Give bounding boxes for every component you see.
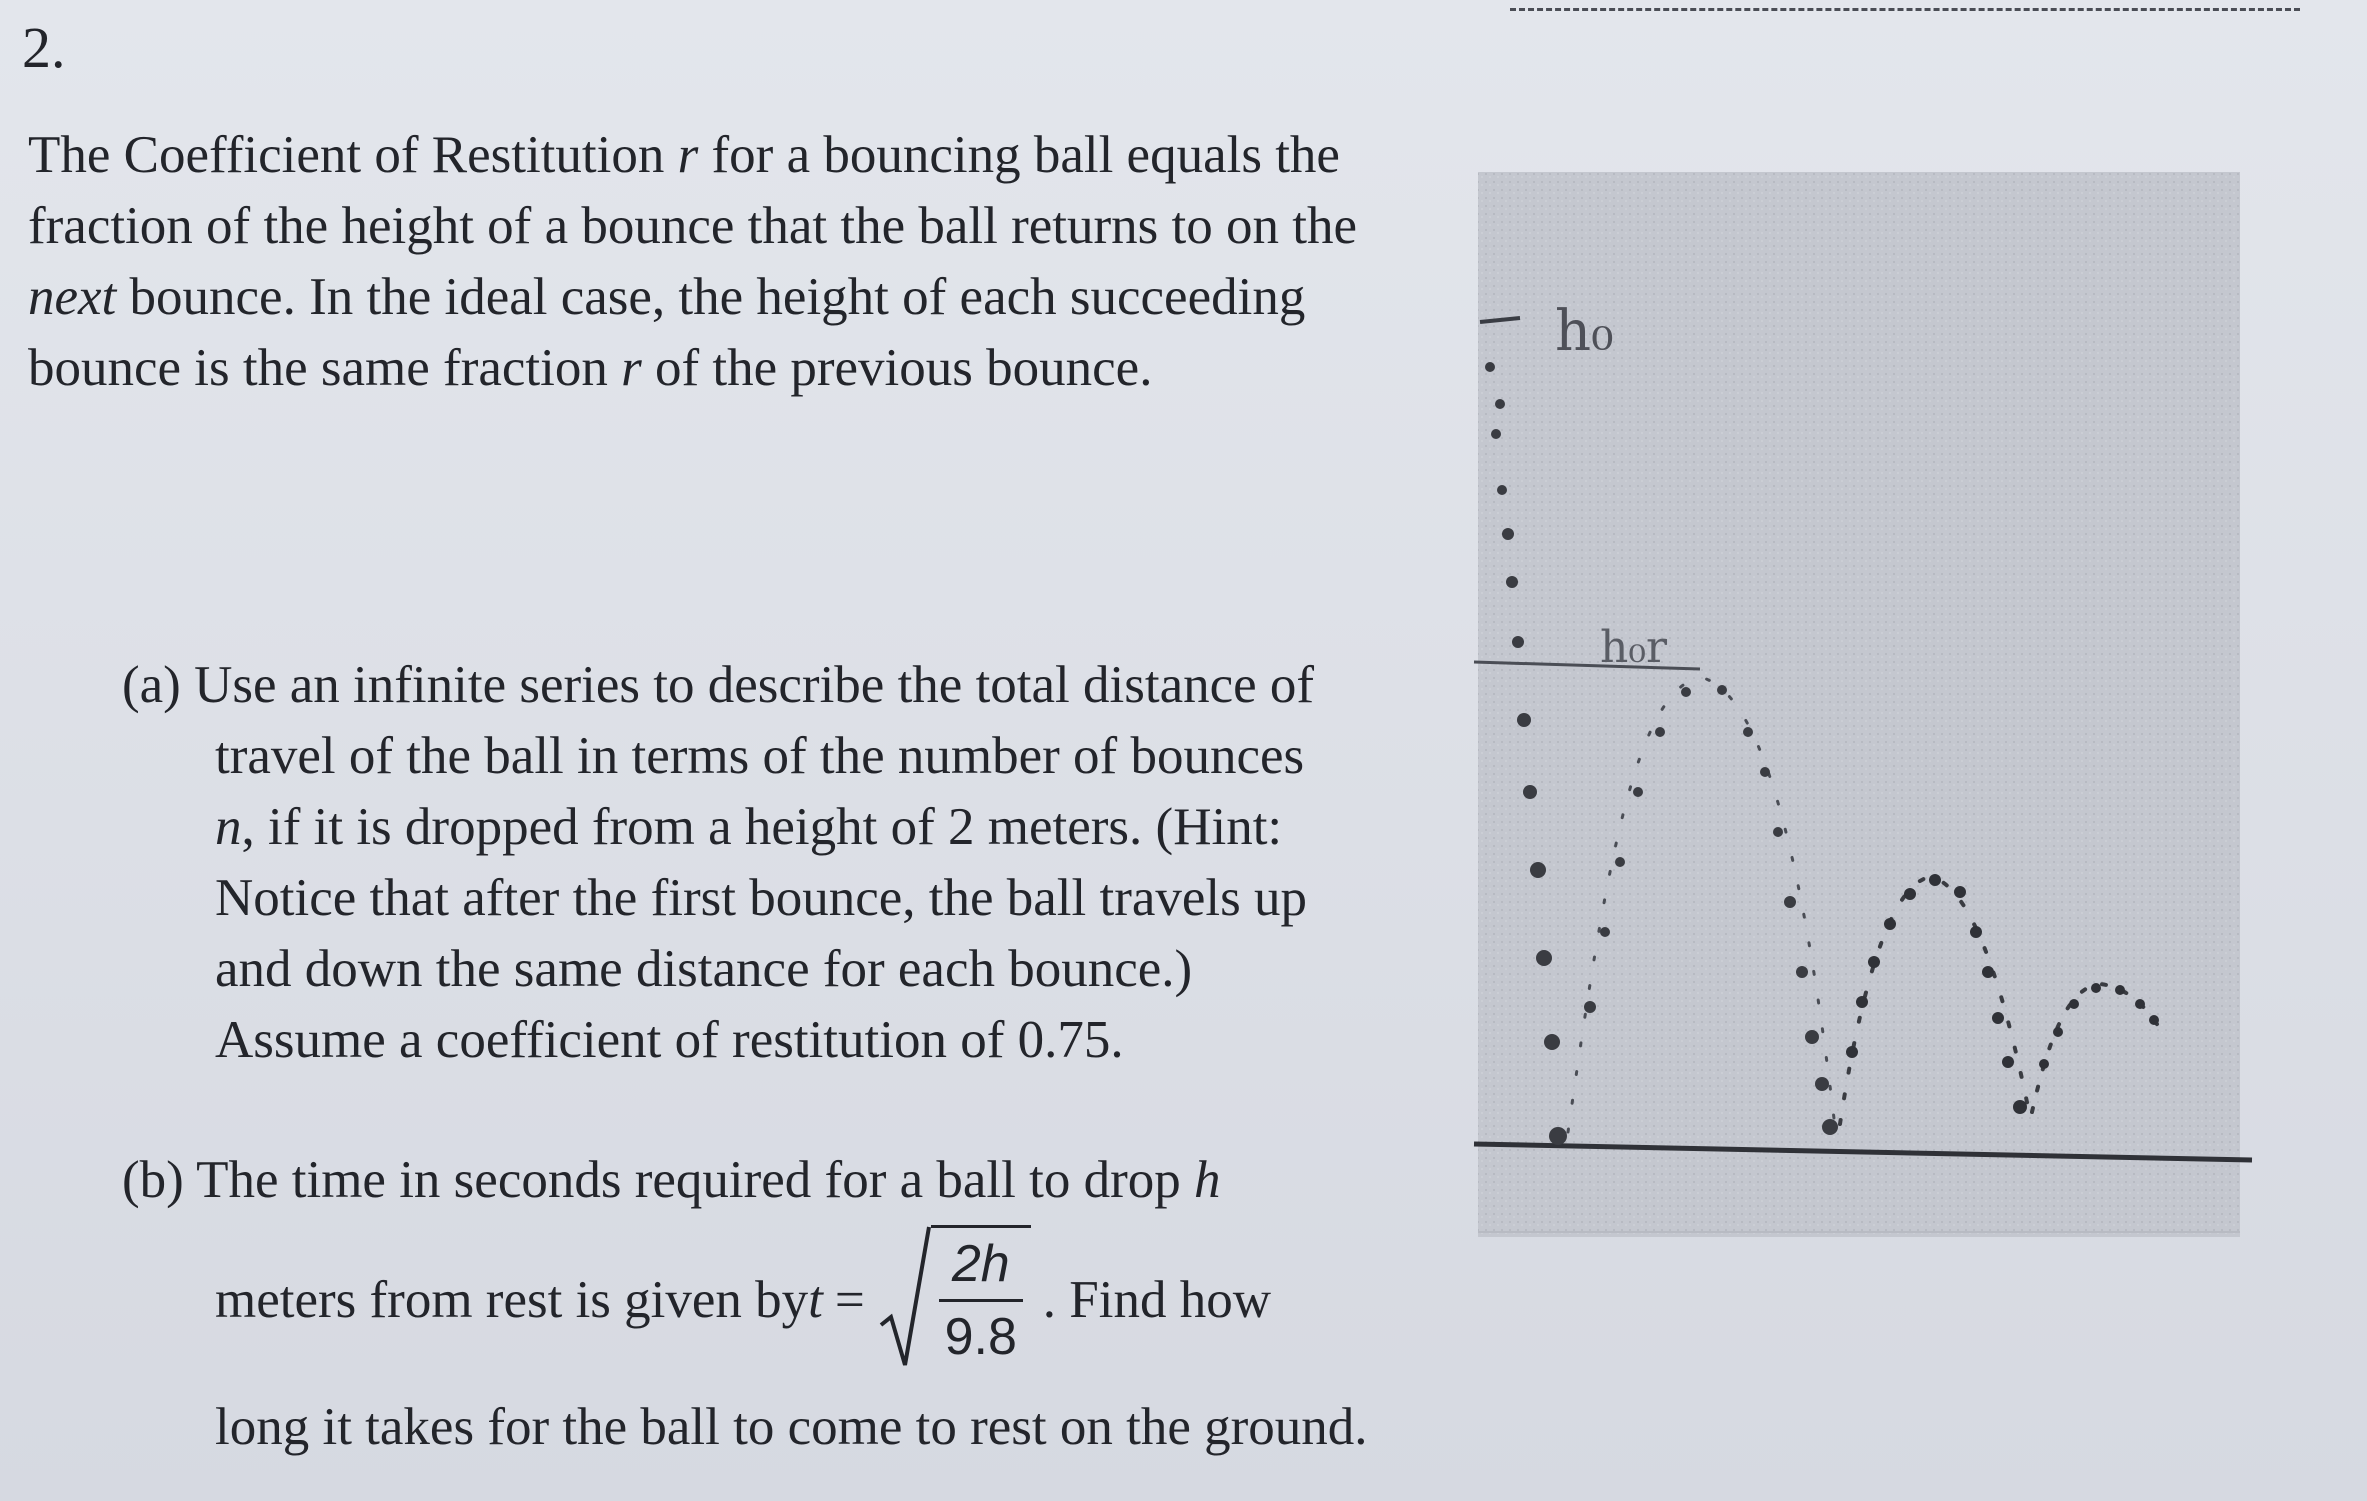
- intro-text-2: for a bouncing ball equals the fraction of the height of a bounce that the ball returns to on the: [28, 126, 1357, 255]
- intro-emphasis-next: next: [28, 268, 117, 326]
- square-root: [879, 1225, 1031, 1375]
- label-h0r: h₀r: [1600, 622, 1668, 673]
- part-b-formula-line: [215, 1225, 1271, 1375]
- part-a-var-n: n: [215, 798, 242, 856]
- part-a-line-1: [122, 650, 1442, 721]
- intro-text-3: bounce. In the ideal case, the height of each succeeding bounce is the same fraction: [28, 268, 1306, 397]
- part-a: [122, 650, 1442, 1076]
- part-a-line-5: and down the same distance for each bounce.): [215, 940, 1193, 998]
- part-b: [122, 1145, 1442, 1216]
- part-b-text-3: . Find how: [1042, 1270, 1272, 1329]
- part-b-var-h: h: [1193, 1151, 1221, 1209]
- formula-equals: =: [834, 1270, 865, 1329]
- intro-text-4: of the previous bounce.: [641, 339, 1153, 397]
- part-b-label: (b): [122, 1151, 184, 1209]
- dashed-rule: [1510, 8, 2300, 11]
- fraction: [931, 1225, 1031, 1375]
- problem-number: 2.: [22, 15, 66, 80]
- part-a-line-4: Notice that after the first bounce, the ball travels up: [215, 869, 1307, 927]
- fraction-numerator: 2h: [951, 1235, 1010, 1293]
- part-a-text-3: , if it is dropped from a height of 2 meters. (Hint:: [241, 798, 1283, 856]
- part-a-line-3: [122, 792, 1442, 863]
- part-b-text-1: The time in seconds required for a ball to drop: [196, 1151, 1194, 1209]
- part-b-line-3: long it takes for the ball to come to rest on the ground.: [215, 1398, 1368, 1456]
- part-a-line-6: Assume a coefficient of restitution of 0.75.: [215, 1011, 1124, 1069]
- part-a-label: (a): [122, 656, 181, 714]
- part-a-line-2: travel of the ball in terms of the number of bounces: [215, 727, 1305, 785]
- bouncing-ball-photo: [1460, 172, 2260, 1237]
- intro-text-1: The Coefficient of Restitution: [28, 126, 678, 184]
- fraction-bar: [939, 1299, 1023, 1302]
- bouncing-ball-figure: [1460, 172, 2260, 1237]
- problem-intro: [28, 120, 1428, 404]
- radical-sign-icon: [879, 1225, 931, 1375]
- intro-var-r-2: r: [621, 339, 642, 397]
- label-h0: h₀: [1555, 299, 1614, 364]
- part-a-text-1: Use an infinite series to describe the total distance of: [194, 656, 1315, 714]
- fraction-denominator: 9.8: [944, 1308, 1017, 1366]
- formula-lhs: t: [808, 1270, 823, 1329]
- part-b-text-2: meters from rest is given by: [215, 1270, 809, 1329]
- intro-var-r: r: [677, 126, 699, 184]
